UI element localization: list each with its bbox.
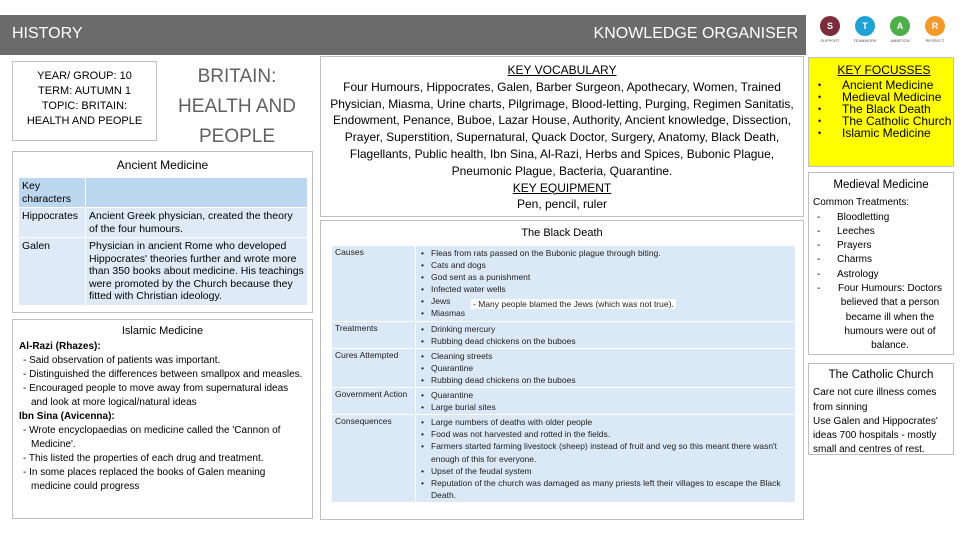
list-item: - Astrology: [813, 268, 949, 282]
list-item: - Charms: [813, 253, 949, 267]
character-name: Hippocrates: [19, 208, 86, 238]
list-item: • Ancient Medicine: [815, 79, 953, 91]
list-item: • Quarantine: [419, 362, 792, 374]
list-item: • Cleaning streets: [419, 350, 792, 362]
jews-note: - Many people blamed the Jews (which was not true).: [473, 299, 674, 309]
ibn-sina-heading: Ibn Sina (Avicenna):: [19, 411, 115, 422]
table-row: [332, 388, 796, 415]
row-category: Consequences: [332, 415, 416, 503]
key-vocabulary-heading: KEY VOCABULARY: [507, 63, 617, 77]
logo-teamwork: T TEAMWORK: [851, 16, 879, 43]
list-item: - Four Humours: Doctors believed that a person became ill when the humours were out of balance.: [813, 282, 949, 353]
medieval-medicine-panel: [808, 172, 954, 355]
list-item: • Drinking mercury: [419, 323, 792, 335]
key-equipment-text: Pen, pencil, ruler: [516, 197, 608, 212]
church-text-line: Use Galen and Hippocrates' ideas 700 hospitals - mostly small and centres of rest.: [813, 415, 938, 456]
table-row: [332, 348, 796, 387]
list-item: • Large numbers of deaths with older people: [419, 416, 792, 428]
list-item: - In some places replaced the books of Galen meaning medicine could progress: [23, 467, 266, 492]
list-item: - This listed the properties of each drug and treatment.: [23, 453, 264, 464]
catholic-church-panel: [808, 363, 954, 455]
key-focusses-panel: [808, 57, 954, 167]
logo-ambition: A AMBITION: [886, 16, 914, 43]
logo-respect: R RESPECT: [921, 16, 949, 43]
list-item: - Encouraged people to move away from supernatural ideas and look at more logical/natural ideas: [23, 383, 289, 408]
character-name: Galen: [19, 238, 86, 306]
ancient-medicine-panel: [12, 151, 313, 313]
table-row: [332, 246, 796, 322]
list-item: • The Catholic Church: [815, 115, 953, 127]
respect-badge-icon: R: [925, 16, 945, 36]
table-row: [332, 415, 796, 503]
key-characters-header: Key characters: [19, 178, 86, 208]
row-category: Causes: [332, 246, 416, 322]
teamwork-badge-icon: T: [855, 16, 875, 36]
list-item: • Rubbing dead chickens on the buboes: [419, 374, 792, 386]
key-focusses-heading: KEY FOCUSSES: [837, 63, 931, 77]
catholic-church-title: The Catholic Church: [828, 369, 934, 381]
character-description: Physician in ancient Rome who developed Hippocrates' theories further and wrote more than 350 books about medicine. His teachings were promoted by the Church because they fitted with Christian ideology.: [86, 238, 308, 306]
list-item: • Infected water wells: [419, 283, 792, 295]
character-description: Ancient Greek physician, created the theory of the four humours.: [86, 208, 308, 238]
row-category: Government Action: [332, 388, 416, 415]
list-item: - Leeches: [813, 225, 949, 239]
key-vocabulary-panel: [320, 56, 804, 217]
year-group: YEAR/ GROUP: 10: [37, 70, 132, 82]
list-item: • God sent as a punishment: [419, 271, 792, 283]
islamic-medicine-title: Islamic Medicine: [121, 325, 204, 337]
list-item: • Cats and dogs: [419, 259, 792, 271]
medieval-medicine-title: Medieval Medicine: [833, 179, 929, 191]
logo-support: S SUPPORT: [816, 16, 844, 43]
key-equipment-heading: KEY EQUIPMENT: [512, 180, 612, 195]
list-item: - Bloodletting: [813, 211, 949, 225]
list-item: - Said observation of patients was important.: [23, 355, 221, 366]
support-badge-icon: S: [820, 16, 840, 36]
row-category: Treatments: [332, 321, 416, 348]
list-item: - Wrote encyclopaedias on medicine called the 'Cannon of Medicine'.: [23, 425, 281, 450]
row-category: Cures Attempted: [332, 348, 416, 387]
header-banner: [0, 15, 806, 55]
topic: TOPIC: BRITAIN:: [41, 100, 128, 112]
ancient-medicine-title: Ancient Medicine: [116, 158, 209, 172]
church-text-line: Care not cure illness comes from sinning: [813, 387, 937, 413]
list-item: • Large burial sites: [419, 401, 792, 413]
key-characters-table: [18, 177, 308, 306]
list-item: • Upset of the feudal system: [419, 465, 792, 477]
list-item: • Islamic Medicine: [815, 127, 953, 139]
list-item: • Food was not harvested and rotted in the fields.: [419, 428, 792, 440]
table-row: [19, 238, 308, 306]
term: TERM: AUTUMN 1: [38, 85, 131, 97]
list-item: • Fleas from rats passed on the Bubonic plague through biting.: [419, 247, 792, 259]
table-row: [19, 208, 308, 238]
list-item: • Miasmas: [419, 307, 792, 319]
al-razi-heading: Al-Razi (Rhazes):: [19, 341, 101, 352]
islamic-medicine-panel: [12, 319, 313, 519]
list-item: • Medieval Medicine: [815, 91, 953, 103]
table-row: [332, 321, 796, 348]
black-death-panel: [320, 220, 804, 520]
ambition-badge-icon: A: [890, 16, 910, 36]
common-treatments-label: Common Treatments:: [813, 197, 910, 209]
list-item: • Reputation of the church was damaged as many priests left their villages to escape the Black Death.: [419, 477, 792, 501]
black-death-table: [331, 245, 796, 503]
topic-info-box: [12, 61, 157, 141]
page-title: BRITAIN: HEALTH AND PEOPLE: [178, 66, 296, 147]
list-item: - Distinguished the differences between smallpox and measles.: [23, 369, 303, 380]
list-item: • Rubbing dead chickens on the buboes: [419, 335, 792, 347]
list-item: • Jews: [419, 295, 792, 307]
list-item: • Quarantine: [419, 389, 792, 401]
subject-title: HISTORY: [12, 25, 83, 42]
organiser-title: KNOWLEDGE ORGANISER: [593, 25, 798, 42]
list-item: - Prayers: [813, 239, 949, 253]
key-vocabulary-text: Four Humours, Hippocrates, Galen, Barber Surgeon, Apothecary, Women, Trained Physician, Miasma, Urine charts, Pilgrimage, Blood-letting, Purging, Regimen Sanitatis, Endowment, Penance, Buboe, Lazar House, Authority, Ancient knowledge, Dissection, Prayer, Superstition, Supernatural, Quack Doctor, Surgery, Anatomy, Black Death, Flagellants, Public health, Ibn Sina, Al-Razi, Herbs and Spices, Bubonic Plague, Pneumonic Plague, Bacteria, Quarantine.: [330, 79, 794, 178]
topic-subtitle: HEALTH AND PEOPLE: [26, 115, 143, 127]
list-item: • The Black Death: [815, 103, 953, 115]
list-item: • Farmers started farming livestock (sheep) instead of fruit and veg so this meant there wasn't enough of this for everyone.: [419, 440, 792, 464]
black-death-title: The Black Death: [521, 227, 603, 239]
